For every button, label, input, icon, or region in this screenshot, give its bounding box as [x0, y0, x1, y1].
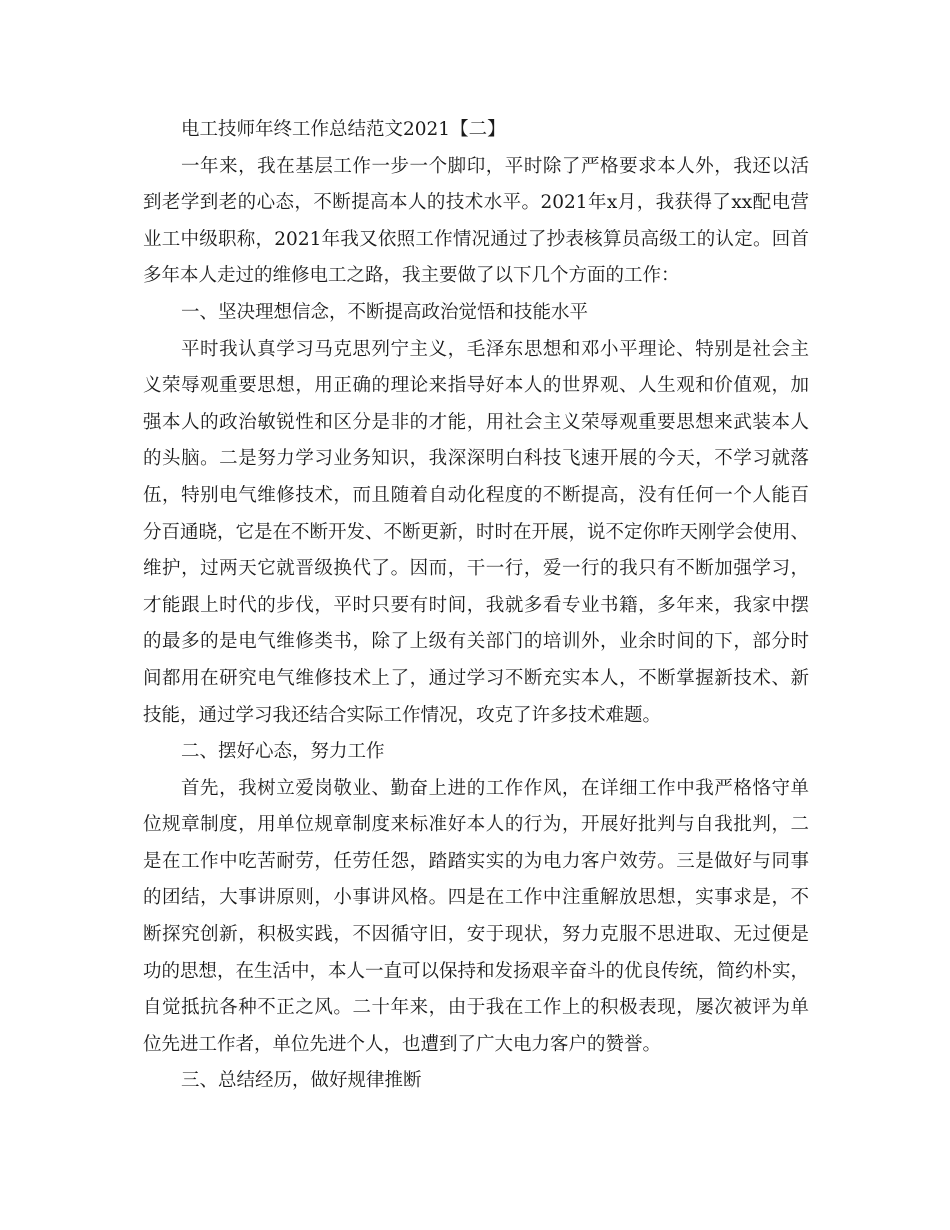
section-heading: 三、总结经历，做好规律推断	[181, 1070, 422, 1092]
paragraph-line: 功的思想，在生活中，本人一直可以保持和发扬艰辛奋斗的优良传统，简约朴实，	[143, 960, 810, 982]
paragraph-line: 技能，通过学习我还结合实际工作情况，攻克了许多技术难题。	[143, 704, 662, 726]
paragraph-line: 分百通晓，它是在不断开发、不断更新，时时在开展，说不定你昨天刚学会使用、	[143, 521, 810, 543]
document-body	[143, 112, 809, 1100]
paragraph-line: 断探究创新，积极实践，不因循守旧，安于现状，努力克服不思进取、无过便是	[143, 924, 809, 946]
paragraph-line: 一年来，我在基层工作一步一个脚印，平时除了严格要求本人外，我还以活	[181, 155, 809, 177]
paragraph-line: 义荣辱观重要思想，用正确的理论来指导好本人的世界观、人生观和价值观，加	[143, 375, 809, 397]
paragraph-line: 强本人的政治敏锐性和区分是非的才能，用社会主义荣辱观重要思想来武装本人	[143, 411, 809, 433]
section-heading: 二、摆好心态，努力工作	[181, 741, 385, 763]
paragraph-line: 平时我认真学习马克思列宁主义，毛泽东思想和邓小平理论、特别是社会主	[181, 338, 809, 360]
paragraph-line: 到老学到老的心态，不断提高本人的技术水平。2021年x月，我获得了xx配电营	[143, 192, 809, 214]
paragraph-line: 首先，我树立爱岗敬业、勤奋上进的工作作风，在详细工作中我严格恪守单	[181, 777, 809, 799]
paragraph-line: 自觉抵抗各种不正之风。二十年来，由于我在工作上的积极表现，屡次被评为单	[143, 997, 809, 1019]
paragraph-line: 的最多的是电气维修类书，除了上级有关部门的培训外，业余时间的下，部分时	[143, 631, 809, 653]
document-title: 电工技师年终工作总结范文2021【二】	[181, 119, 506, 140]
paragraph-line: 维护，过两天它就晋级换代了。因而，干一行，爱一行的我只有不断加强学习，	[143, 558, 809, 580]
paragraph-line: 的团结，大事讲原则，小事讲风格。四是在工作中注重解放思想，实事求是，不	[143, 887, 809, 909]
paragraph-line: 伍，特别电气维修技术，而且随着自动化程度的不断提高，没有任何一个人能百	[143, 484, 809, 506]
paragraph-line: 的头脑。二是努力学习业务知识，我深深明白科技飞速开展的今天，不学习就落	[143, 448, 809, 470]
section-heading: 一、坚决理想信念，不断提高政治觉悟和技能水平	[181, 301, 589, 323]
paragraph-line: 位规章制度，用单位规章制度来标准好本人的行为，开展好批判与自我批判，二	[143, 814, 809, 836]
paragraph-line: 业工中级职称，2021年我又依照工作情况通过了抄表核算员高级工的认定。回首	[143, 228, 809, 250]
paragraph-line: 才能跟上时代的步伐，平时只要有时间，我就多看专业书籍，多年来，我家中摆	[143, 594, 809, 616]
paragraph-line: 多年本人走过的维修电工之路，我主要做了以下几个方面的工作：	[143, 265, 680, 287]
paragraph-line: 间都用在研究电气维修技术上了，通过学习不断充实本人，不断掌握新技术、新	[143, 667, 809, 689]
paragraph-line: 位先进工作者，单位先进个人，也遭到了广大电力客户的赞誉。	[143, 1033, 662, 1055]
paragraph-line: 是在工作中吃苦耐劳，任劳任怨，踏踏实实的为电力客户效劳。三是做好与同事	[143, 850, 809, 872]
